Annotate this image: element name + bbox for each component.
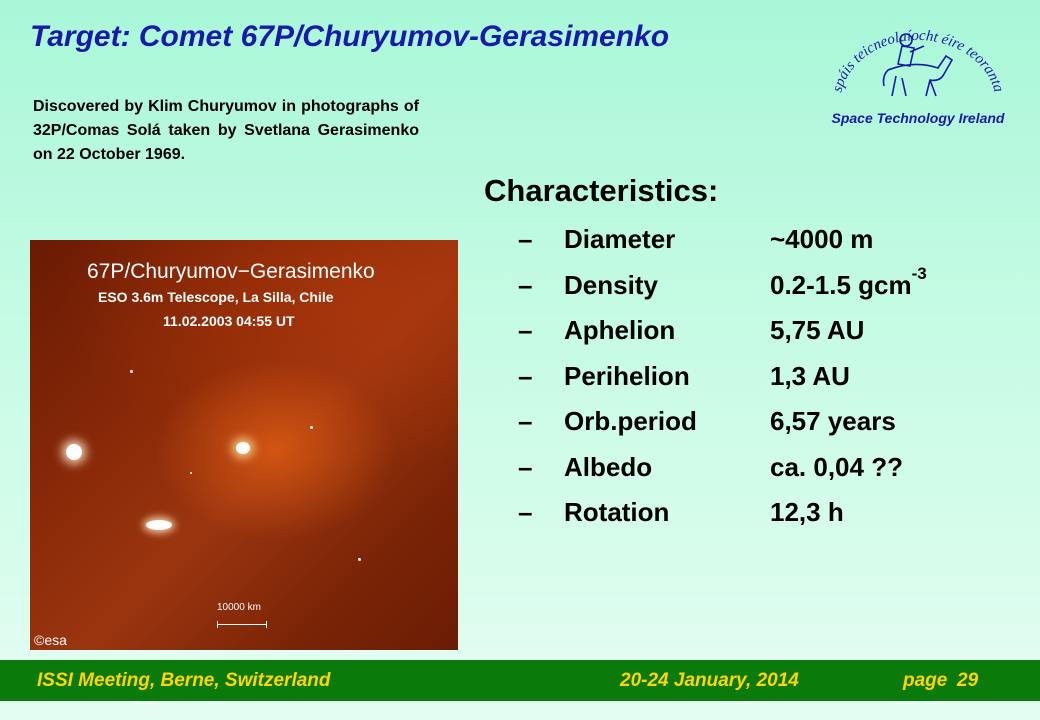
characteristic-label: Rotation bbox=[564, 497, 670, 527]
logo-emblem-icon bbox=[818, 26, 1018, 110]
space-technology-ireland-logo bbox=[818, 26, 1018, 136]
list-dash: – bbox=[518, 361, 533, 391]
faint-star bbox=[310, 426, 313, 429]
list-dash: – bbox=[518, 406, 533, 436]
density-exponent: -3 bbox=[911, 264, 927, 283]
footer-dates: 20-24 January, 2014 bbox=[620, 670, 799, 691]
logo-arc-text: spáis teicneolaíocht éire teoranta bbox=[829, 27, 1007, 95]
logo-caption: Space Technology Ireland bbox=[831, 110, 1005, 126]
footer-page-label: page bbox=[903, 670, 948, 691]
comet-photograph bbox=[30, 240, 458, 650]
characteristic-value: 5,75 AU bbox=[770, 315, 865, 345]
characteristics-heading: Characteristics: bbox=[484, 173, 719, 208]
svg-text:spáis teicneolaíocht éire teor bbox=[830, 28, 1007, 94]
discovery-text: Discovered by Klim Churyumov in photographs of 32P/Comas Solá taken by Svetlana Gerasimenko on 22 October 1969. bbox=[33, 98, 419, 163]
image-scale-label: 10000 km bbox=[217, 602, 261, 613]
faint-star bbox=[358, 558, 361, 561]
characteristic-value: ca. 0,04 ?? bbox=[770, 452, 903, 482]
footer-page-number: 29 bbox=[957, 670, 979, 691]
characteristic-label: Aphelion bbox=[564, 315, 676, 345]
comet-nucleus bbox=[236, 442, 250, 454]
list-dash: – bbox=[518, 315, 533, 345]
slide-title: Target: Comet 67P/Churyumov-Gerasimenko bbox=[30, 20, 670, 53]
faint-star bbox=[130, 370, 133, 373]
image-telescope-label: ESO 3.6m Telescope, La Silla, Chile bbox=[98, 289, 334, 305]
faint-star bbox=[190, 472, 192, 474]
list-dash: – bbox=[518, 270, 533, 300]
footer-meeting: ISSI Meeting, Berne, Switzerland bbox=[37, 670, 331, 691]
image-scale-bar bbox=[217, 624, 267, 625]
image-timestamp: 11.02.2003 04:55 UT bbox=[163, 313, 295, 329]
characteristic-value: 12,3 h bbox=[770, 497, 844, 527]
characteristic-value: 1,3 AU bbox=[770, 361, 850, 391]
list-dash: – bbox=[518, 452, 533, 482]
characteristic-value: 6,57 years bbox=[770, 406, 896, 436]
characteristic-label: Orb.period bbox=[564, 406, 697, 436]
characteristic-value: 0.2-1.5 gcm$^{-3}$ bbox=[770, 264, 927, 300]
footer-bar bbox=[0, 660, 1040, 701]
list-dash: – bbox=[518, 497, 533, 527]
characteristic-label: Density bbox=[564, 270, 658, 300]
image-title: 67P/Churyumov−Gerasimenko bbox=[87, 260, 375, 283]
characteristic-value: ~4000 m bbox=[770, 224, 874, 254]
characteristic-label: Diameter bbox=[564, 224, 676, 254]
galaxy-blob bbox=[146, 520, 172, 530]
image-credit: ©esa bbox=[34, 632, 67, 648]
characteristic-label: Albedo bbox=[564, 452, 653, 482]
list-dash: – bbox=[518, 224, 533, 254]
characteristic-label: Perihelion bbox=[564, 361, 690, 391]
bright-star bbox=[66, 444, 82, 460]
